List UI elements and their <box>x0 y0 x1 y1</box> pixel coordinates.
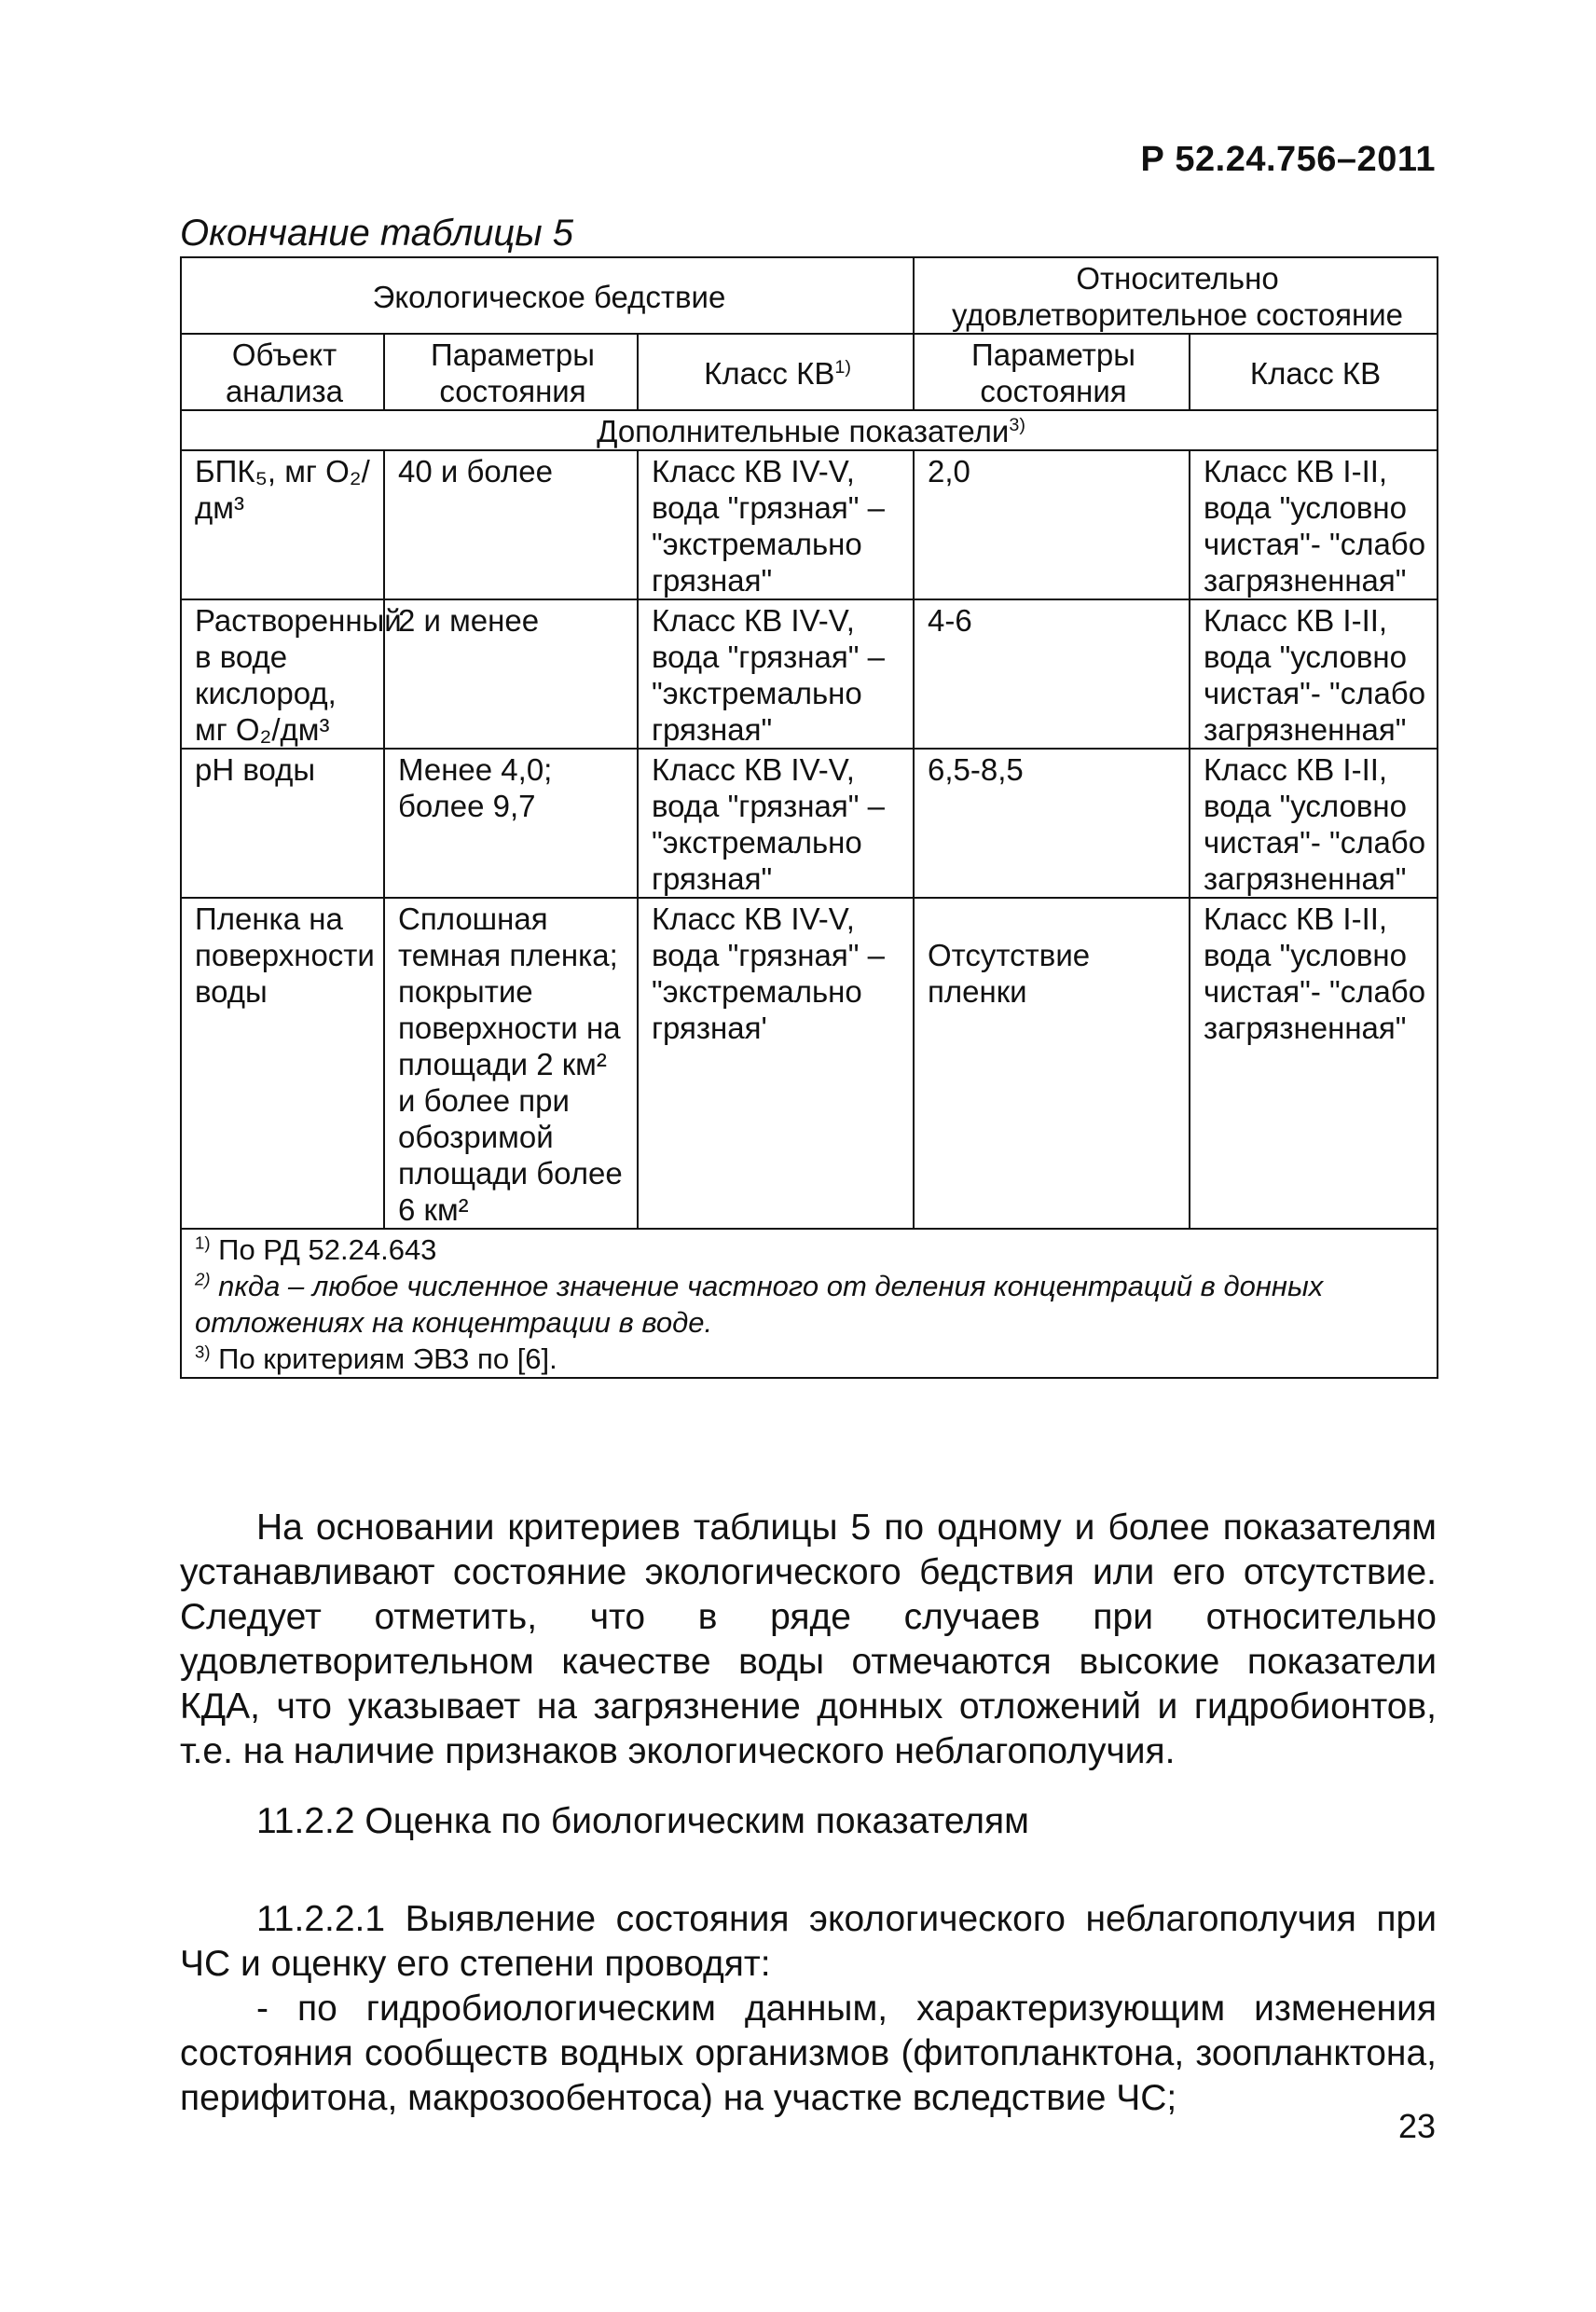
cell-class-satisfactory: Класс КВ I-II, вода "условно чистая"- "слабо загрязненная" <box>1190 898 1438 1229</box>
cell-class-disaster: Класс КВ IV-V, вода "грязная" – "экстремально грязная' <box>638 898 914 1229</box>
footnote-text: По критериям ЭВЗ по [6]. <box>218 1342 557 1375</box>
footnote-mark: 1) <box>195 1232 211 1253</box>
footnote-ref-3: 3) <box>1009 415 1025 435</box>
cell-class-disaster: Класс КВ IV-V, вода "грязная" – "экстремально грязная" <box>638 450 914 599</box>
col-class-disaster <box>638 334 914 410</box>
cell-params-satisfactory: Отсутствие пленки <box>914 898 1190 1229</box>
col-object: Объект анализа <box>181 334 384 410</box>
footnote-3 <box>195 1341 1427 1377</box>
footnote-ref-1: 1) <box>834 356 851 378</box>
table-row <box>181 898 1438 1229</box>
col-class-disaster-label: Класс КВ <box>704 355 835 391</box>
section-row <box>181 410 1438 450</box>
cell-object: Пленка на поверхности воды <box>181 898 384 1229</box>
table-row <box>181 599 1438 749</box>
footnote-1 <box>195 1232 1427 1268</box>
cell-object: БПК₅, мг O₂/дм³ <box>181 450 384 599</box>
cell-params-disaster: Сплошная темная пленка; покрытие поверхности на площади 2 км² и более при обозримой площади более 6 км² <box>384 898 638 1229</box>
paragraph: 11.2.2.1 Выявление состояния экологического неблагополучия при ЧС и оценку его степени проводят: <box>180 1899 1437 1984</box>
paragraph: - по гидробиологическим данным, характеризующим изменения состояния сообществ водных организмов (фитопланктона, зоопланктона, перифитона, макрозообентоса) на участке вследствие ЧС; <box>180 1989 1437 2118</box>
footnote-2 <box>195 1268 1427 1341</box>
cell-class-satisfactory: Класс КВ I-II, вода "условно чистая"- "слабо загрязненная" <box>1190 749 1438 898</box>
section-label <box>181 410 1438 450</box>
footnotes <box>181 1229 1438 1378</box>
body-block-1 <box>180 1506 1437 1774</box>
document-code: Р 52.24.756–2011 <box>1140 140 1436 179</box>
cell-class-satisfactory: Класс КВ I-II, вода "условно чистая"- "слабо загрязненная" <box>1190 450 1438 599</box>
footnotes-row <box>181 1229 1438 1378</box>
section-label-text: Дополнительные показатели <box>597 414 1010 448</box>
criteria-table <box>180 256 1438 1379</box>
cell-class-disaster: Класс КВ IV-V, вода "грязная" – "экстремально грязная" <box>638 599 914 749</box>
page-number: 23 <box>1397 2107 1436 2145</box>
table-row <box>181 749 1438 898</box>
footnote-mark: 3) <box>195 1342 211 1362</box>
cell-params-satisfactory: 2,0 <box>914 450 1190 599</box>
cell-params-disaster: Менее 4,0; более 9,7 <box>384 749 638 898</box>
footnote-text: nкда – любое численное значение частного от деления концентраций в донных отложениях на концентрации в воде. <box>195 1270 1324 1339</box>
cell-params-disaster: 40 и более <box>384 450 638 599</box>
cell-object: Растворенный в воде кислород, мг O₂/дм³ <box>181 599 384 749</box>
footnote-text: По РД 52.24.643 <box>218 1233 437 1266</box>
group-header-row <box>181 257 1438 334</box>
cell-params-satisfactory: 4-6 <box>914 599 1190 749</box>
body-block-2 <box>180 1897 1437 2121</box>
col-params-satisfactory: Параметры состояния <box>914 334 1190 410</box>
table-row <box>181 450 1438 599</box>
cell-params-disaster: 2 и менее <box>384 599 638 749</box>
header-disaster: Экологическое бедствие <box>181 257 914 334</box>
cell-params-satisfactory: 6,5-8,5 <box>914 749 1190 898</box>
table-caption: Окончание таблицы 5 <box>180 213 574 254</box>
paragraph: На основании критериев таблицы 5 по одному и более показателям устанавливают состояние экологического бедствия или его отсутствие. Следует отметить, что в ряде случаев при относительно удовлетворительном качестве воды отмечаются высокие показатели КДА, что указывает на загрязнение донных отложений и гидробионтов, т.е. на наличие признаков экологического неблагополучия. <box>180 1507 1437 1771</box>
footnote-mark: 2) <box>195 1269 211 1289</box>
cell-class-disaster: Класс КВ IV-V, вода "грязная" – "экстремально грязная" <box>638 749 914 898</box>
cell-class-satisfactory: Класс КВ I-II, вода "условно чистая"- "слабо загрязненная" <box>1190 599 1438 749</box>
column-header-row <box>181 334 1438 410</box>
header-satisfactory: Относительно удовлетворительное состояние <box>914 257 1438 334</box>
col-class-satisfactory: Класс КВ <box>1190 334 1438 410</box>
section-heading: 11.2.2 Оценка по биологическим показателям <box>256 1801 1029 1841</box>
cell-object: pH воды <box>181 749 384 898</box>
col-params-disaster: Параметры состояния <box>384 334 638 410</box>
